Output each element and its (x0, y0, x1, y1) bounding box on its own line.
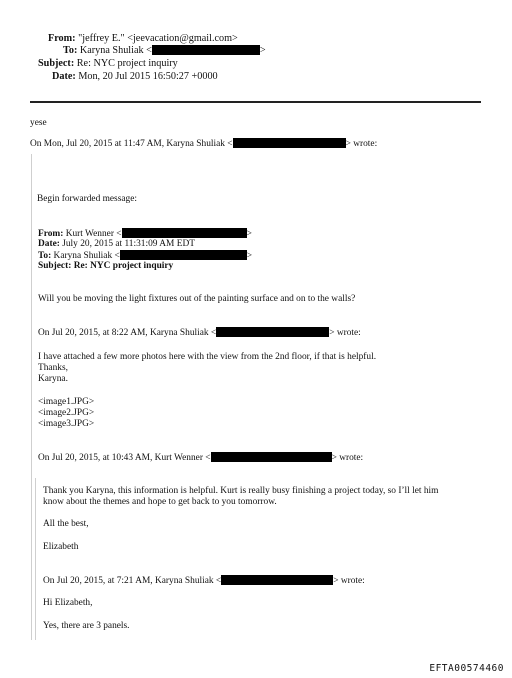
karyna-signature: Karyna. (38, 374, 68, 384)
quote-bar-inner (35, 478, 36, 640)
quote-attribution-3 (38, 452, 363, 465)
header-from-label: From: (48, 33, 76, 44)
quote4-pre: On Jul 20, 2015, at 7:21 AM, Karyna Shuliak < (43, 576, 222, 586)
reply-text: yese (30, 118, 47, 128)
fwd-from-close: > (246, 229, 252, 239)
fwd-subject-row (38, 261, 173, 273)
thanks-line: Thanks, (38, 363, 68, 373)
header-subject-row (38, 58, 178, 70)
fwd-date-value: July 20, 2015 at 11:31:09 AM EDT (62, 239, 195, 249)
quote1-pre: On Mon, Jul 20, 2015 at 11:47 AM, Karyna Shuliak < (30, 139, 233, 149)
fwd-subject-label: Subject: (38, 261, 72, 271)
fwd-to-value: Karyna Shuliak < (53, 251, 120, 261)
quote-bar-outer (31, 154, 32, 640)
header-to-close: > (259, 45, 266, 56)
thank-line-2: know about the themes and hope to get back to you tomorrow. (43, 497, 277, 507)
elizabeth-signature: Elizabeth (43, 542, 79, 552)
greeting-line: Hi Elizabeth, (43, 598, 93, 608)
fwd-date-label: Date: (38, 239, 60, 249)
header-subject-value: Re: NYC project inquiry (76, 58, 178, 69)
redaction-block (122, 228, 247, 238)
header-subject-label: Subject: (38, 58, 75, 69)
quote4-post: > wrote: (333, 576, 365, 586)
quote-attribution-4 (43, 575, 365, 588)
quote2-pre: On Jul 20, 2015, at 8:22 AM, Karyna Shuliak < (38, 328, 217, 338)
document-id: EFTA00574460 (429, 663, 504, 674)
header-from-value: "jeffrey E." <jeevacation@gmail.com> (78, 33, 238, 44)
fwd-date-row (38, 239, 195, 251)
header-to-value: Karyna Shuliak < (79, 45, 152, 56)
redaction-block (120, 250, 247, 260)
fwd-to-label: To: (38, 251, 52, 261)
header-to-row (63, 45, 266, 57)
redaction-block (233, 138, 346, 148)
panels-line: Yes, there are 3 panels. (43, 621, 130, 631)
quote-attribution-2 (38, 327, 361, 340)
forward-intro: Begin forwarded message: (37, 194, 137, 204)
quote1-post: > wrote: (345, 139, 378, 149)
attachment-2[interactable]: <image2.JPG> (38, 408, 95, 418)
fwd-to-close: > (246, 251, 253, 261)
header-to-label: To: (63, 45, 78, 56)
quote-attribution-1 (30, 138, 377, 151)
header-date-label: Date: (52, 71, 76, 82)
quote3-post: > wrote: (331, 453, 364, 463)
photos-line: I have attached a few more photos here with the view from the 2nd floor, if that is helpful. (38, 352, 377, 362)
header-from-row (48, 33, 238, 45)
header-date-value: Mon, 20 Jul 2015 16:50:27 +0000 (78, 71, 218, 82)
fwd-from-value: Kurt Wenner < (65, 229, 122, 239)
question-text: Will you be moving the light fixtures out of the painting surface and on to the walls? (38, 294, 356, 304)
fwd-from-label: From: (38, 229, 64, 239)
redaction-block (221, 575, 333, 585)
quote2-post: > wrote: (329, 328, 361, 338)
header-date-row (52, 71, 218, 83)
quote3-pre: On Jul 20, 2015, at 10:43 AM, Kurt Wenner < (38, 453, 211, 463)
thank-line-1: Thank you Karyna, this information is helpful. Kurt is really busy finishing a project today, so I’ll let him (43, 486, 439, 496)
redaction-block (152, 45, 260, 55)
header-divider (30, 101, 481, 103)
redaction-block (211, 452, 332, 462)
attachment-3[interactable]: <image3.JPG> (38, 419, 95, 429)
redaction-block (216, 327, 329, 337)
fwd-subject-value: Re: NYC project inquiry (73, 261, 174, 271)
attachment-1[interactable]: <image1.JPG> (38, 397, 95, 407)
all-best-line: All the best, (43, 519, 89, 529)
